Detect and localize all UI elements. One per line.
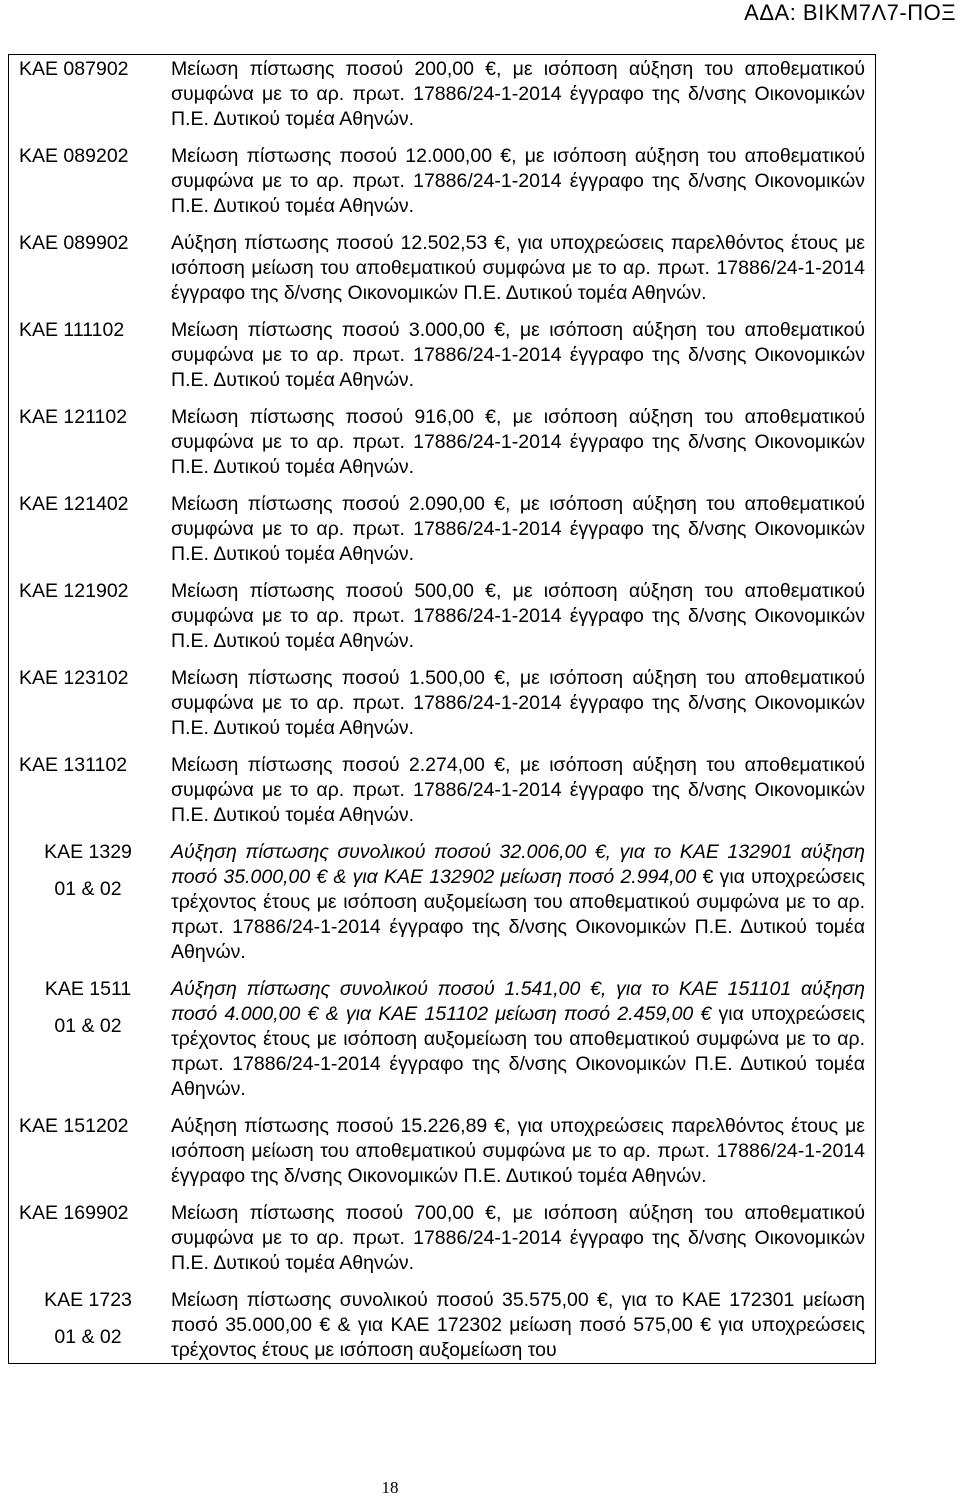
entry-code-block <box>19 1288 171 1350</box>
entry-code: ΚΑΕ 089202 <box>19 145 129 167</box>
entry-kae-1723 <box>19 1288 865 1363</box>
entry-rest: για υποχρεώσεις τρέχοντος έτους με ισόποση αυξομείωση του αποθεματικού συμφώνα με το αρ. πρωτ. 17886/24-1-2014 έγγραφο της δ/νσης Οικονομικών Π.Ε. Δυτικού τομέα Αθηνών. <box>171 1003 865 1100</box>
entry-rest: € για υποχρεώσεις τρέχοντος έτους με ισόποση αυξομείωση του αποθεματικού συμφώνα με το αρ. πρωτ. 17886/24-1-2014 έγγραφο της δ/νσης Οικονομικών Π.Ε. Δυτικού τομέα Αθηνών. <box>171 866 866 963</box>
entry-code: ΚΑΕ 123102 <box>19 667 129 689</box>
entry-description: Αύξηση πίστωσης ποσού 12.502,53 €, για υποχρεώσεις παρελθόντος έτους με ισόποση μείωση του αποθεματικού συμφώνα με το αρ. πρωτ. 17886/24-1-2014 έγγραφο της δ/νσης Οικονομικών Π.Ε. Δυτικού τομέα Αθηνών. <box>171 232 865 304</box>
entry-description: Μείωση πίστωσης ποσού 2.274,00 €, με ισόποση αύξηση του αποθεματικού συμφώνα με το αρ. πρωτ. 17886/24-1-2014 έγγραφο της δ/νσης Οικονομικών Π.Ε. Δυτικού τομέα Αθηνών. <box>171 754 865 826</box>
entry-description: Μείωση πίστωσης ποσού 200,00 €, με ισόποση αύξηση του αποθεματικού συμφώνα με το αρ. πρωτ. 17886/24-1-2014 έγγραφο της δ/νσης Οικονομικών Π.Ε. Δυτικού τομέα Αθηνών. <box>171 58 865 130</box>
entry-description: Μείωση πίστωσης ποσού 916,00 €, με ισόποση αύξηση του αποθεματικού συμφώνα με το αρ. πρωτ. 17886/24-1-2014 έγγραφο της δ/νσης Οικονομικών Π.Ε. Δυτικού τομέα Αθηνών. <box>171 406 865 478</box>
entry-description <box>171 840 865 965</box>
entry-code-sub: 01 & 02 <box>54 1326 122 1348</box>
entry-intro: Μείωση πίστωσης συνολικού ποσού 35.575,00 €, για το ΚΑΕ 172301 μείωση ποσό 35.000,00 € & για ΚΑΕ 172302 μείωση ποσό 575,00 € <box>171 1289 865 1336</box>
entry-code-sub: 01 & 02 <box>54 1015 122 1037</box>
entry-code: ΚΑΕ 121402 <box>19 493 129 515</box>
entry-code: ΚΑΕ 1329 <box>44 841 132 863</box>
entry-code: ΚΑΕ 087902 <box>19 58 129 80</box>
entry-intro: Αύξηση πίστωσης συνολικού ποσού 1.541,00 €, για το ΚΑΕ 151101 αύξηση ποσό 4.000,00 € & για ΚΑΕ 151102 μείωση ποσό 2.459,00 € <box>171 978 865 1025</box>
entry-code-sub: 01 & 02 <box>54 878 122 900</box>
entry-code: ΚΑΕ 121102 <box>19 406 128 428</box>
entry-kae-169902 <box>19 1201 865 1276</box>
entry-description <box>171 1288 865 1363</box>
entry-kae-089902 <box>19 231 865 306</box>
entry-kae-131102 <box>19 753 865 828</box>
entry-kae-121102 <box>19 405 865 480</box>
entry-code: ΚΑΕ 089902 <box>19 232 129 254</box>
entry-code: ΚΑΕ 111102 <box>19 319 125 341</box>
ada-header: ΑΔΑ: ΒΙΚΜ7Λ7-ΠΟΞ <box>744 0 956 25</box>
entry-kae-1511 <box>19 977 865 1102</box>
entry-kae-151202 <box>19 1114 865 1189</box>
entry-code-block <box>19 840 171 902</box>
entry-description: Μείωση πίστωσης ποσού 2.090,00 €, με ισόποση αύξηση του αποθεματικού συμφώνα με το αρ. πρωτ. 17886/24-1-2014 έγγραφο της δ/νσης Οικονομικών Π.Ε. Δυτικού τομέα Αθηνών. <box>171 493 865 565</box>
entry-kae-111102 <box>19 318 865 393</box>
entry-code: ΚΑΕ 131102 <box>19 754 128 776</box>
entry-description: Μείωση πίστωσης ποσού 500,00 €, με ισόποση αύξηση του αποθεματικού συμφώνα με το αρ. πρωτ. 17886/24-1-2014 έγγραφο της δ/νσης Οικονομικών Π.Ε. Δυτικού τομέα Αθηνών. <box>171 580 865 652</box>
entry-code: ΚΑΕ 169902 <box>19 1202 129 1224</box>
page-number: 18 <box>381 1478 399 1497</box>
entry-description: Μείωση πίστωσης ποσού 700,00 €, με ισόποση αύξηση του αποθεματικού συμφώνα με το αρ. πρωτ. 17886/24-1-2014 έγγραφο της δ/νσης Οικονομικών Π.Ε. Δυτικού τομέα Αθηνών. <box>171 1202 865 1274</box>
entry-description: Μείωση πίστωσης ποσού 12.000,00 €, με ισόποση αύξηση του αποθεματικού συμφώνα με το αρ. πρωτ. 17886/24-1-2014 έγγραφο της δ/νσης Οικονομικών Π.Ε. Δυτικού τομέα Αθηνών. <box>171 145 865 217</box>
entry-code: ΚΑΕ 1511 <box>44 978 132 1000</box>
entry-kae-087902 <box>19 57 865 132</box>
entry-code: ΚΑΕ 121902 <box>19 580 129 602</box>
entry-kae-1329 <box>19 840 865 965</box>
entry-description <box>171 977 865 1102</box>
entry-code-block <box>19 977 171 1039</box>
entry-kae-123102 <box>19 666 865 741</box>
entry-description: Μείωση πίστωσης ποσού 3.000,00 €, με ισόποση αύξηση του αποθεματικού συμφώνα με το αρ. πρωτ. 17886/24-1-2014 έγγραφο της δ/νσης Οικονομικών Π.Ε. Δυτικού τομέα Αθηνών. <box>171 319 865 391</box>
entry-code: ΚΑΕ 151202 <box>19 1115 129 1137</box>
entry-description: Μείωση πίστωσης ποσού 1.500,00 €, με ισόποση αύξηση του αποθεματικού συμφώνα με το αρ. πρωτ. 17886/24-1-2014 έγγραφο της δ/νσης Οικονομικών Π.Ε. Δυτικού τομέα Αθηνών. <box>171 667 865 739</box>
entry-code: ΚΑΕ 1723 <box>44 1289 132 1311</box>
entry-kae-089202 <box>19 144 865 219</box>
entry-intro: Αύξηση πίστωσης συνολικού ποσού 32.006,00 €, για το ΚΑΕ 132901 αύξηση ποσό 35.000,00 € & για ΚΑΕ 132902 μείωση ποσό 2.994,00 <box>171 841 865 888</box>
entry-kae-121902 <box>19 579 865 654</box>
entry-rest: για υποχρεώσεις τρέχοντος έτους με ισόποση αυξομείωση του <box>171 1314 865 1361</box>
entry-kae-121402 <box>19 492 865 567</box>
entry-description: Αύξηση πίστωσης ποσού 15.226,89 €, για υποχρεώσεις παρελθόντος έτους με ισόποση μείωση του αποθεματικού συμφώνα με το αρ. πρωτ. 17886/24-1-2014 έγγραφο της δ/νσης Οικονομικών Π.Ε. Δυτικού τομέα Αθηνών. <box>171 1115 865 1187</box>
budget-entries-table <box>8 54 876 1364</box>
